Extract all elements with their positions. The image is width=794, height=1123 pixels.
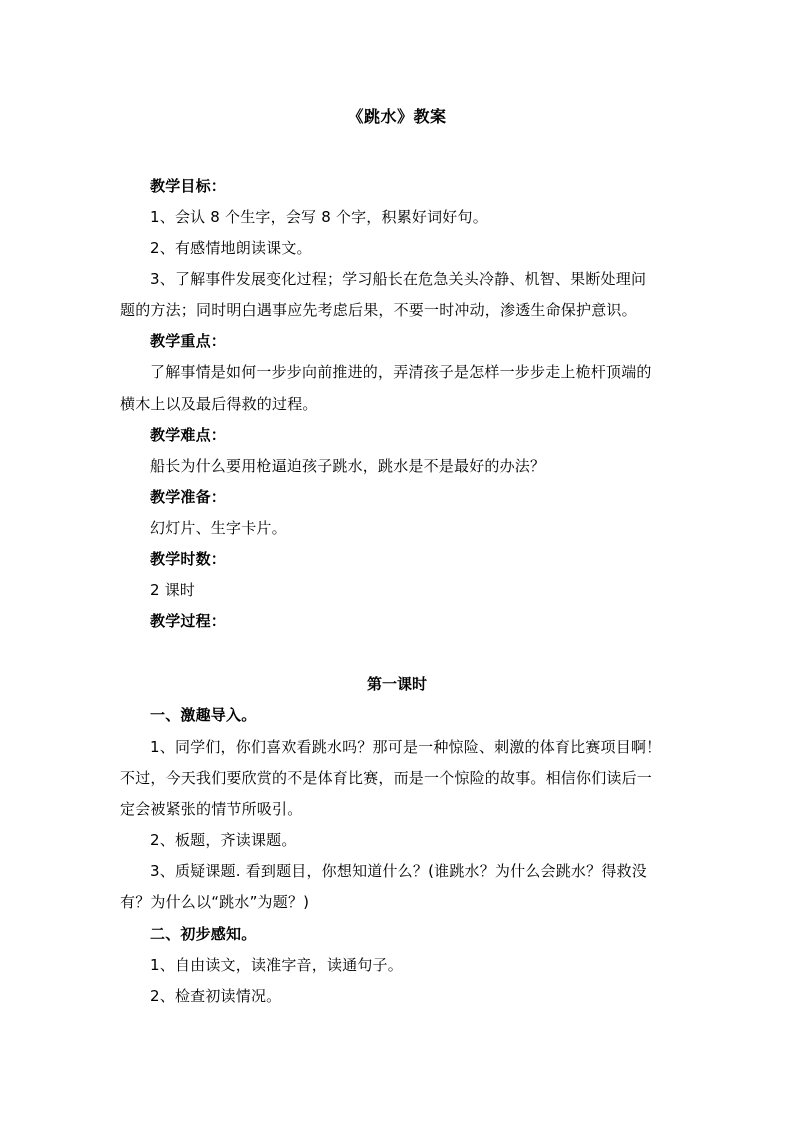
key-points-line-2: 横木上以及最后得救的过程。: [120, 395, 318, 413]
section-one-line-5: 3、质疑课题. 看到题目，你想知道什么？(谁跳水？为什么会跳水？得救没: [150, 862, 647, 880]
difficulties-text: 船长为什么要用枪逼迫孩子跳水，跳水是不是最好的办法？: [150, 457, 546, 475]
difficulties-heading: 教学难点：: [150, 426, 227, 444]
section-one-line-6: 有？为什么以“跳水”为题？): [120, 893, 310, 911]
process-heading: 教学过程：: [150, 612, 227, 630]
objective-item-3-cont: 题的方法；同时明白遇事应先考虑后果，不要一时冲动，渗透生命保护意识。: [120, 301, 637, 319]
key-points-line-1: 了解事情是如何一步步向前推进的，弄清孩子是怎样一步步走上桅杆顶端的: [150, 363, 652, 381]
section-two-line-1: 1、自由读文，读准字音，读通句子。: [150, 956, 403, 974]
preparation-heading: 教学准备：: [150, 488, 227, 506]
section-one-line-2: 不过，今天我们要欣赏的不是体育比赛，而是一个惊险的故事。相信你们读后一: [120, 769, 653, 787]
periods-heading: 教学时数：: [150, 550, 227, 568]
objectives-heading: 教学目标：: [150, 177, 227, 195]
section-one-line-1: 1、同学们，你们喜欢看跳水吗？那可是一种惊险、刺激的体育比赛项目啊！: [150, 738, 662, 756]
key-points-heading: 教学重点：: [150, 332, 227, 350]
section-one-line-3: 定会被紧张的情节所吸引。: [120, 800, 303, 818]
page-title: 《跳水》教案: [347, 107, 447, 126]
objective-item-1: 1、会认 8 个生字，会写 8 个字，积累好词好句。: [150, 208, 488, 226]
preparation-text: 幻灯片、生字卡片。: [150, 519, 287, 537]
periods-text: 2 课时: [150, 581, 196, 599]
section-two-heading: 二、初步感知。: [150, 925, 257, 943]
section-one-heading: 一、激趣导入。: [150, 706, 257, 724]
section-two-line-2: 2、检查初读情况。: [150, 987, 282, 1005]
lesson-one-title: 第一课时: [366, 675, 427, 693]
section-one-line-4: 2、板题，齐读课题。: [150, 831, 297, 849]
objective-item-2: 2、有感情地朗读课文。: [150, 239, 312, 257]
objective-item-3: 3、了解事件发展变化过程；学习船长在危急关头冷静、机智、果断处理问: [150, 270, 647, 288]
